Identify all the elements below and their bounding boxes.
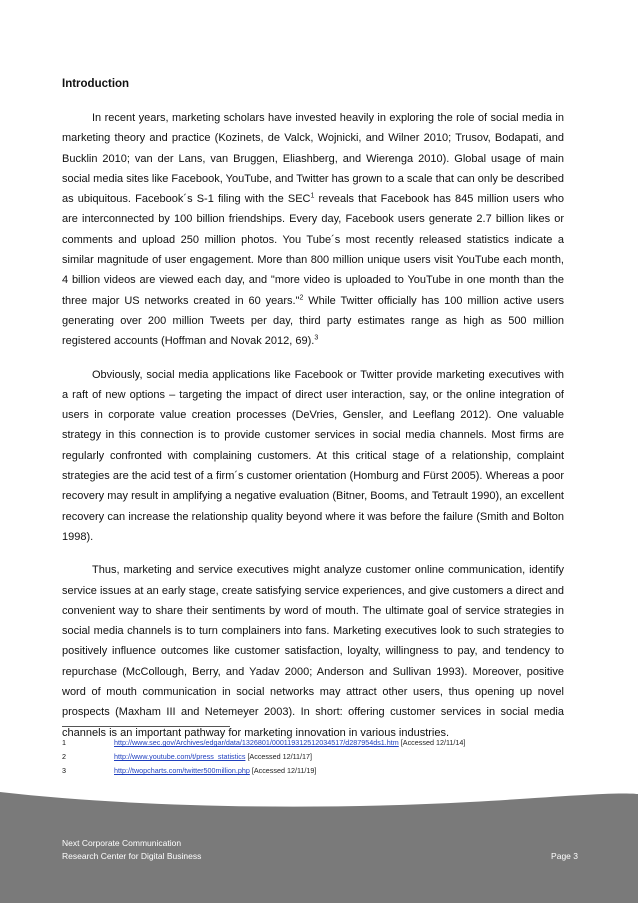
footnote-marker: 2 bbox=[299, 294, 304, 302]
paragraph bbox=[62, 560, 564, 743]
footer-department: Research Center for Digital Business bbox=[62, 851, 202, 861]
footnote-number: 3 bbox=[62, 766, 66, 775]
footer-organization: Next Corporate Communication bbox=[62, 838, 182, 848]
footnote-link[interactable]: http://www.youtube.com/t/press_statistics bbox=[114, 752, 246, 761]
footnote-link[interactable]: http://www.sec.gov/Archives/edgar/data/1326801/000119312512034517/d287954ds1.htm bbox=[114, 738, 399, 747]
body-text bbox=[62, 108, 564, 756]
footnote bbox=[62, 736, 562, 750]
paragraph-text: Thus, marketing and service executives might analyze customer online communication, identify service issues at an early stage, create satisfying service experiences, and give customers a direct and convenient way to share their sentiments by word of mouth. The ultimate goal of service strategies in social media channels is to turn complainers into fans. Marketing executives look to such strategies to positively influence outcomes like customer satisfaction, loyalty, willingness to pay, and tendency to repurchase (McCollough, Berry, and Yadav 2000; Anderson and Sullivan 1993). Moreover, positive word of mouth communication in social networks may attract other users, thus opening up novel prospects (Maxham III and Netemeyer 2003). In short: offering customer services in social media channels is an important pathway for marketing innovation in various industries. bbox=[62, 564, 564, 739]
paragraph-text: reveals that Facebook has 845 million users who are interconnected by 100 billion friendships. Every day, Facebook users generate 2.7 billion likes or comments and upload 250 million photos. You Tube´s most recently released statistics indicate a similar magnitude of user engagement. More than 800 million unique users visit YouTube each month, 4 billion videos are viewed each day, and "more video is uploaded to YouTube in one month than the three major US networks created in 60 years." bbox=[62, 193, 564, 307]
paragraph bbox=[62, 108, 564, 352]
paragraph-text: In recent years, marketing scholars have invested heavily in exploring the role of social media in marketing theory and practice (Kozinets, de Valck, Wojnicki, and Wilner 2010; Trusov, Bodapati, and Bucklin 2010; van der Lans, van Bruggen, Eliashberg, and Wierenga 2010). Global usage of main social media sites like Facebook, YouTube, and Twitter has grown to a scale that can only be described as ubiquitous. Facebook´s S-1 filing with the SEC bbox=[62, 112, 565, 206]
footnote-marker: 1 bbox=[310, 192, 315, 200]
page-number: Page 3 bbox=[551, 851, 578, 861]
footnote-link[interactable]: http://twopcharts.com/twitter500million.php bbox=[114, 766, 250, 775]
footnote bbox=[62, 750, 562, 764]
footnote bbox=[62, 764, 562, 778]
footnote-accessed-date: [Accessed 12/11/17] bbox=[247, 752, 313, 761]
footnote-separator bbox=[62, 726, 230, 727]
footnote-accessed-date: [Accessed 12/11/19] bbox=[251, 766, 317, 775]
paragraph-text: While Twitter officially has 100 million active users generating over 200 million Tweets per day, third party estimates range as high as 500 million registered accounts (Hoffman and Novak 2012, 69). bbox=[62, 294, 564, 348]
footnote-accessed-date: [Accessed 12/11/14] bbox=[400, 738, 466, 747]
footnotes bbox=[62, 736, 562, 778]
paragraph-text: Obviously, social media applications like Facebook or Twitter provide marketing executives with a raft of new options – targeting the impact of direct user interaction, say, or the online integration of users in corporate value creation processes (DeVries, Gensler, and Leeflang 2012). One valuable strategy in this connection is to provide customer services in social media channels. Most firms are regularly confronted with complaining customers. At this critical stage of a relationship, complaint strategies are the acid test of a firm´s customer orientation (Homburg and Fürst 2005). Whereas a poor recovery may result in amplifying a negative evaluation (Bitner, Booms, and Tetrault 1990), an excellent recovery can increase the relationship quality beyond where it was before the failure (Smith and Bolton 1998). bbox=[62, 368, 564, 543]
footnote-number: 1 bbox=[62, 738, 66, 747]
footnote-marker: 3 bbox=[314, 334, 319, 342]
paragraph bbox=[62, 365, 564, 548]
section-heading: Introduction bbox=[62, 78, 130, 90]
footnote-number: 2 bbox=[62, 752, 66, 761]
